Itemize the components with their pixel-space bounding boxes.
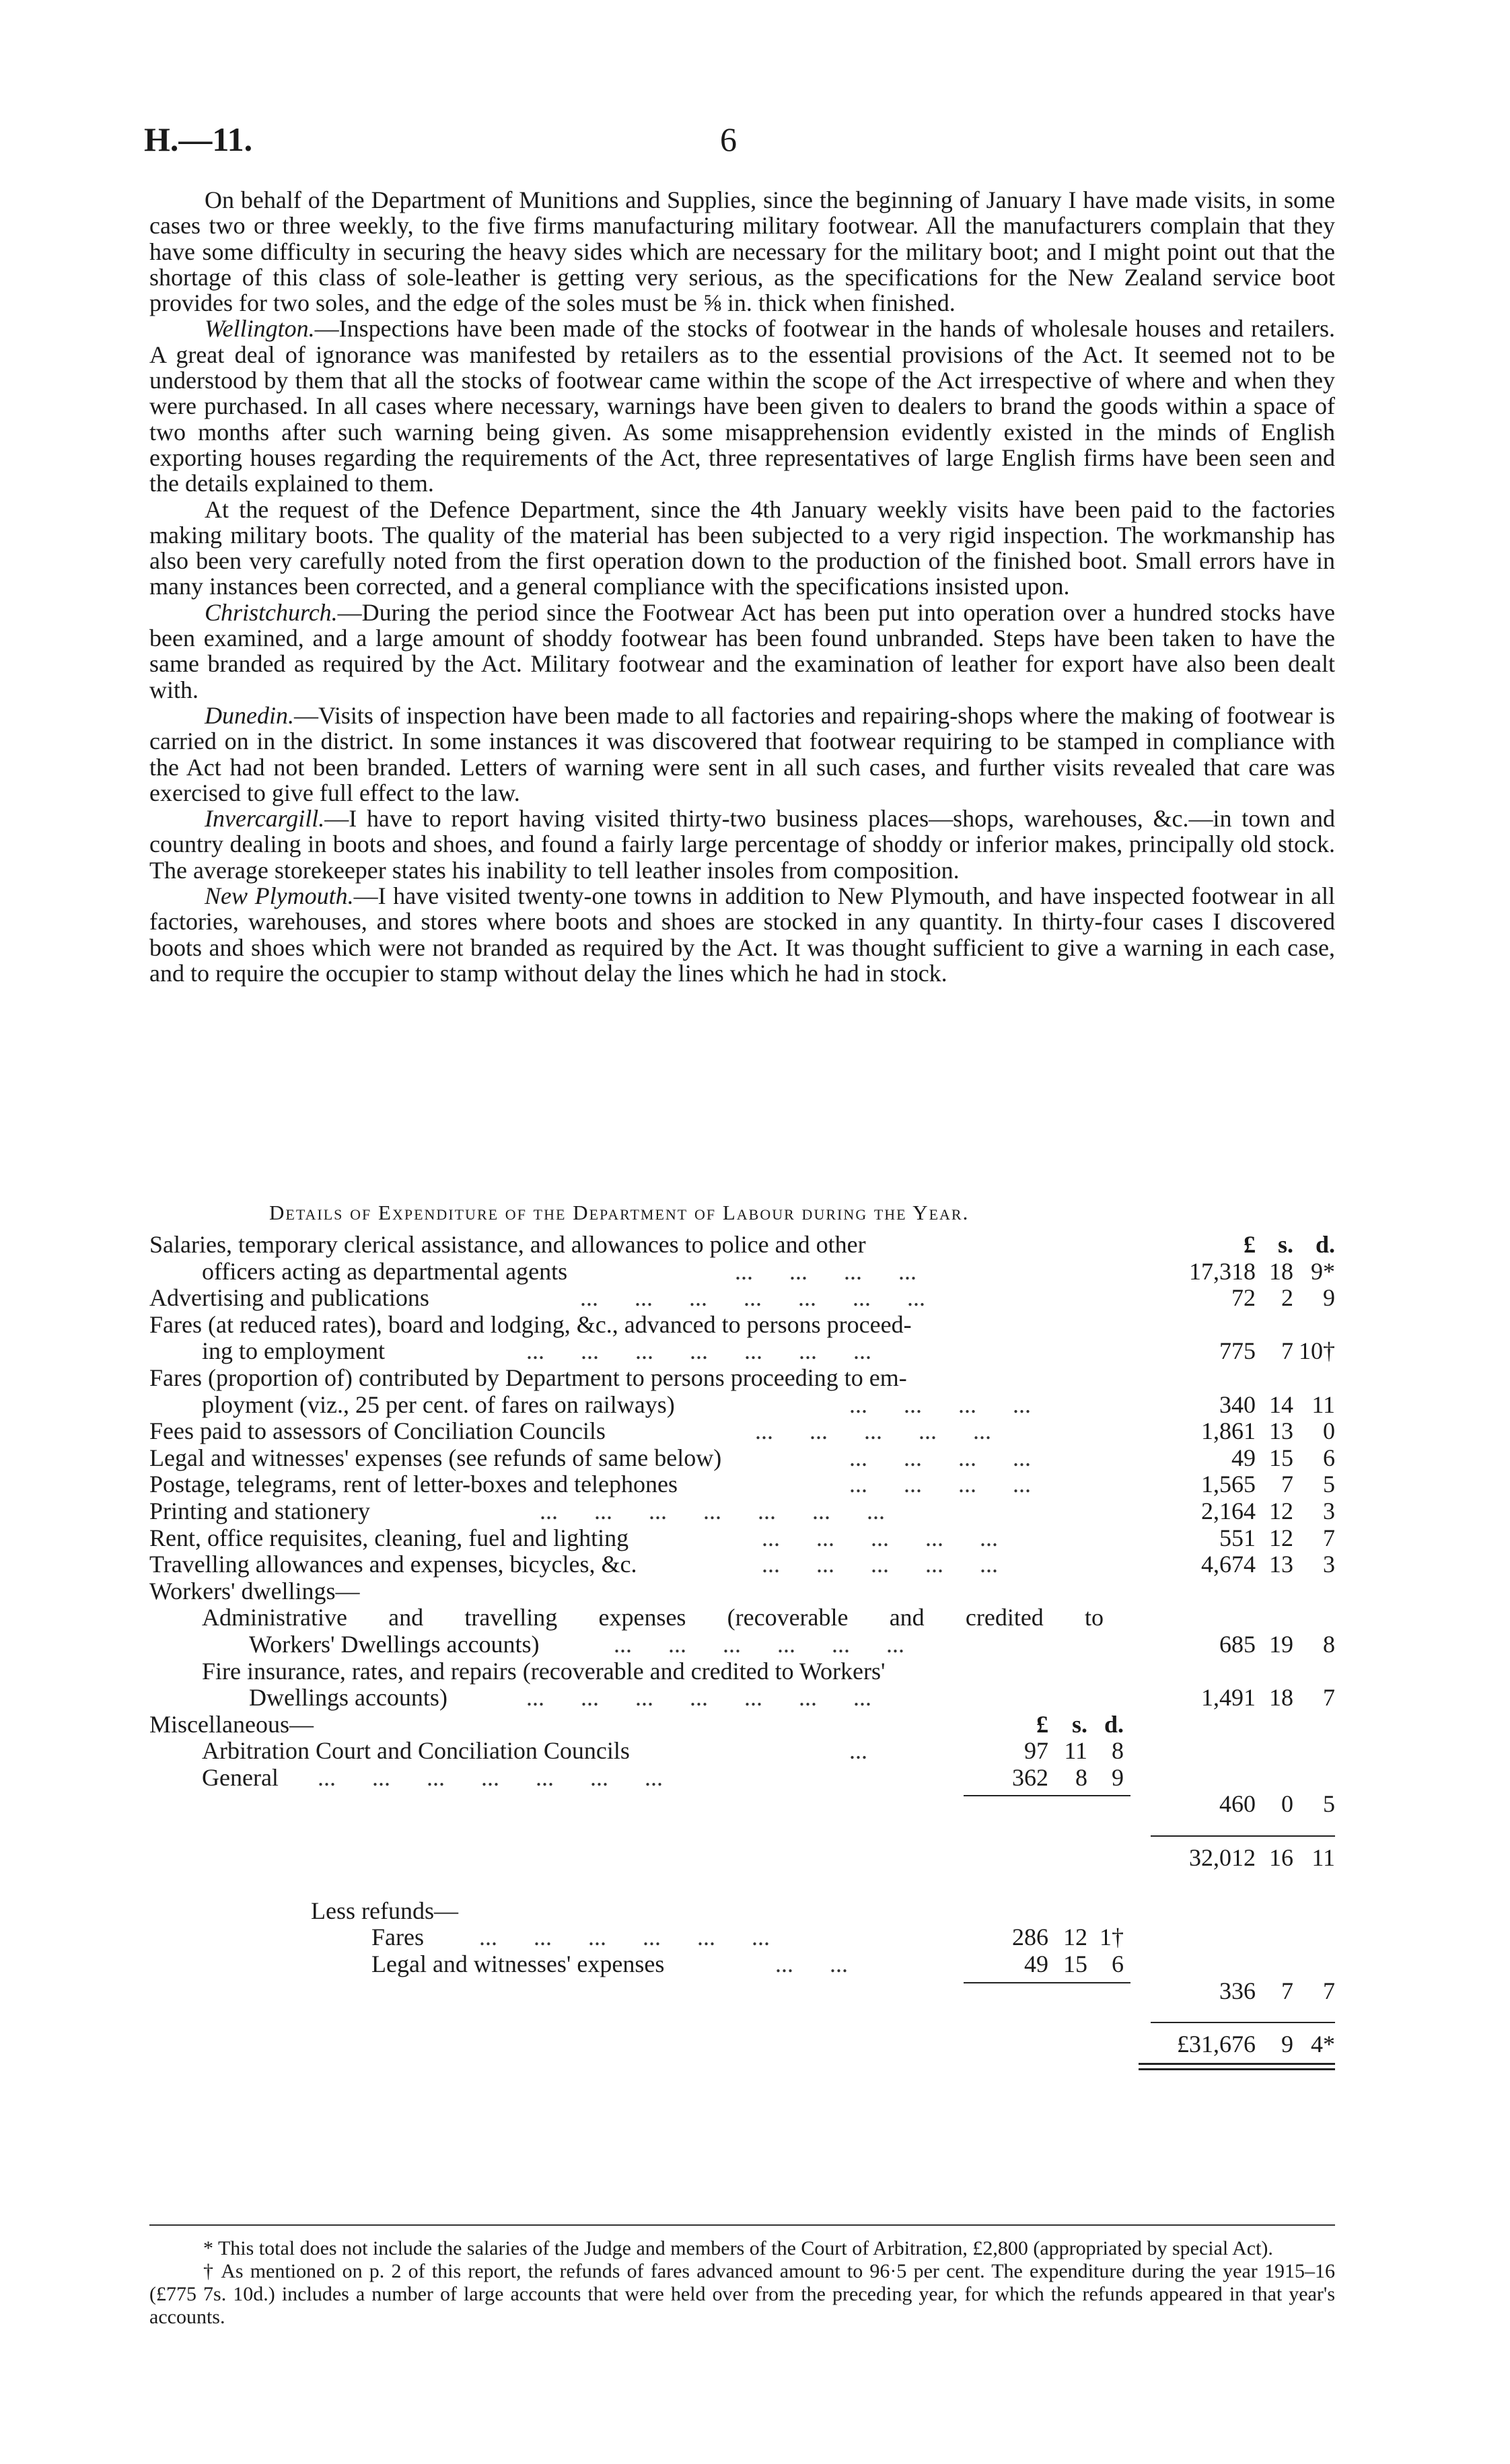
paragraph-text: —Inspections have been made of the stocks of footwear in the hands of wholesale houses and retailers. A great deal of ignorance was manifested by retailers as to the essential provisions of the Act. It seemed not to be understood by them that all the stocks of footwear came within the scope of the Act irrespective of where and when they were purchased. In all cases where necessary, warnings have been given to dealers to brand the goods within a space of two months after such warning being given. As some misapprehension evidently existed in the minds of English exporting houses regarding the requirements of the Act, three representatives of large English firms have been seen and the details explained to them. (149, 315, 1335, 497)
leader-dots: ... ... ... ... ... ... (614, 1630, 904, 1658)
amount-shillings: 15 (1269, 1444, 1293, 1471)
leader-dots: ... ... ... ... ... (762, 1524, 998, 1551)
table-row (149, 1845, 1335, 1872)
expenditure-table (149, 1232, 1335, 2084)
table-row (149, 1418, 1335, 1445)
row-label: Rent, office requisites, cleaning, fuel and lighting (149, 1524, 629, 1551)
paragraph-text: —I have to report having visited thirty-two business places—shops, warehouses, &c.—in town and country dealing in boots and shoes, and found a fairly large percentage of shoddy or inferior makes, principally old stock. The average storekeeper states his inability to tell leather insoles from composition. (149, 805, 1335, 884)
amount-shillings: 7 (1281, 1977, 1293, 2004)
table-row (149, 1631, 1335, 1658)
amount-pounds: 1,565 (1201, 1471, 1256, 1498)
amount-pounds: 72 (1231, 1284, 1256, 1312)
table-row (149, 1898, 1335, 1925)
amount-shillings: 0 (1281, 1790, 1293, 1818)
pence-header: d. (1315, 1231, 1335, 1258)
table-row (149, 1365, 1335, 1392)
amount-pounds: 17,318 (1189, 1257, 1256, 1285)
amount-shillings: 12 (1269, 1497, 1293, 1524)
row-label: ing to employment (202, 1337, 385, 1365)
amount-shillings: 13 (1269, 1551, 1293, 1578)
total-rule (1151, 2022, 1335, 2023)
table-row (149, 1978, 1335, 2005)
amount-pounds: 97 (1024, 1737, 1048, 1765)
amount-pence: 8 (1112, 1737, 1124, 1765)
amount-pence: 7 (1323, 1524, 1335, 1551)
row-label: Travelling allowances and expenses, bicycles, &c. (149, 1551, 637, 1578)
table-row (149, 1765, 1335, 1792)
leader-dots: ... ... ... ... ... ... ... (580, 1284, 925, 1312)
table-row (149, 1312, 1335, 1339)
amount-shillings: 11 (1064, 1737, 1087, 1765)
amount-pounds: 362 (1012, 1763, 1048, 1791)
table-row (149, 1285, 1335, 1312)
row-label: Printing and stationery (149, 1497, 370, 1524)
footnote: * This total does not include the salaries of the Judge and members of the Court of Arbitration, £2,800 (appropriated by special Act). (203, 2237, 1273, 2259)
paragraph (149, 883, 1335, 986)
amount-pounds: 685 (1219, 1630, 1256, 1658)
table-row (149, 1924, 1335, 1951)
amount-pence: 0 (1323, 1417, 1335, 1445)
amount-shillings: 12 (1063, 1924, 1087, 1951)
pence-header: d. (1104, 1710, 1124, 1738)
row-label: General (202, 1763, 279, 1791)
amount-shillings: 14 (1269, 1391, 1293, 1418)
row-label: Salaries, temporary clerical assistance, and allowances to police and other (149, 1231, 866, 1258)
page-number: 6 (720, 120, 737, 158)
footnote: † As mentioned on p. 2 of this report, the refunds of fares advanced amount to 96·5 per cent. The expenditure during the year 1915–16 (£775 7s. 10d.) includes a number of large accounts that were held over from the preceding year, for which the refunds appeared in that year's accounts. (149, 2260, 1335, 2328)
amount-pence: 3 (1323, 1497, 1335, 1524)
table-row (149, 1525, 1335, 1552)
amount-shillings: 19 (1269, 1630, 1293, 1658)
amount-pounds: 286 (1012, 1924, 1048, 1951)
leader-dots: ... ... ... ... ... ... ... (318, 1763, 663, 1791)
amount-pounds: 336 (1219, 1977, 1256, 2004)
leader-dots: ... ... ... ... (849, 1444, 1031, 1471)
paragraph-heading: New Plymouth. (205, 882, 354, 910)
row-label: Legal and witnesses' expenses (see refunds of same below) (149, 1444, 722, 1471)
table-row-spacer (149, 2004, 1335, 2031)
table-row (149, 1471, 1335, 1498)
amount-pence: 4* (1311, 2030, 1335, 2057)
table-row-spacer (149, 1871, 1335, 1898)
row-label: officers acting as departmental agents (202, 1257, 568, 1285)
paragraph (149, 600, 1335, 703)
table-row (149, 1551, 1335, 1578)
report-reference: H.—11. (144, 120, 253, 158)
table-row (149, 2031, 1335, 2058)
row-label: Advertising and publications (149, 1284, 429, 1312)
amount-pence: 3 (1323, 1551, 1335, 1578)
table-row (149, 1338, 1335, 1365)
table-row (149, 1232, 1335, 1259)
table-row-spacer (149, 1818, 1335, 1845)
amount-shillings: 18 (1269, 1684, 1293, 1712)
amount-pence: 6 (1112, 1950, 1124, 1978)
table-row (149, 1392, 1335, 1419)
leader-dots: ... ... ... ... ... (755, 1417, 991, 1445)
amount-pence: 1† (1100, 1924, 1124, 1951)
amount-pounds: 775 (1219, 1337, 1256, 1365)
amount-pounds: 32,012 (1189, 1843, 1256, 1871)
amount-pence: 11 (1311, 1843, 1335, 1871)
amount-pence: 9 (1323, 1284, 1335, 1312)
leader-dots: ... ... ... ... ... ... ... (526, 1337, 871, 1365)
table-row (149, 1259, 1335, 1286)
amount-shillings: 12 (1269, 1524, 1293, 1551)
amount-pence: 7 (1323, 1684, 1335, 1712)
body-text (149, 187, 1335, 986)
table-row (149, 1658, 1335, 1685)
amount-shillings: 7 (1281, 1337, 1293, 1365)
amount-shillings: 13 (1269, 1417, 1293, 1445)
amount-shillings: 9 (1281, 2030, 1293, 2057)
total-rule (1151, 1835, 1335, 1837)
pound-header: £ (1244, 1231, 1256, 1258)
paragraph (149, 703, 1335, 806)
paragraph (149, 316, 1335, 496)
amount-pounds: 2,164 (1201, 1497, 1256, 1524)
row-label: ployment (viz., 25 per cent. of fares on railways) (202, 1391, 675, 1418)
paragraph-text: —Visits of inspection have been made to all factories and repairing-shops where the making of footwear is carried on in the district. In some instances it was discovered that footwear requiring to be stamped in compliance with the Act had not been branded. Letters of warning were sent in all such cases, and further visits revealed that care was exercised to give full effect to the law. (149, 701, 1335, 806)
amount-pounds: 49 (1231, 1444, 1256, 1471)
row-label: Legal and witnesses' expenses (371, 1950, 665, 1978)
table-row (149, 1791, 1335, 1818)
table-row-spacer (149, 2057, 1335, 2084)
paragraph-heading: Invercargill. (205, 805, 325, 833)
subtotal-rule (964, 1982, 1130, 1983)
row-label: Fares (371, 1924, 424, 1951)
amount-shillings: 2 (1281, 1284, 1293, 1312)
row-label: Dwellings accounts) (249, 1684, 447, 1712)
table-row (149, 1712, 1335, 1738)
amount-pence: 11 (1311, 1391, 1335, 1418)
leader-dots: ... ... ... ... ... ... ... (526, 1684, 871, 1712)
amount-pence: 7 (1323, 1977, 1335, 2004)
amount-shillings: 8 (1075, 1763, 1087, 1791)
grand-total-double-rule (1139, 2063, 1335, 2070)
paragraph-heading: Wellington. (205, 315, 315, 343)
paragraph-text: —During the period since the Footwear Act has been put into operation over a hundred stocks have been examined, and a large amount of shoddy footwear has been found unbranded. Steps have been taken to have the same branded as required by the Act. Military footwear and the examination of leather for export have also been dealt with. (149, 598, 1335, 703)
paragraph (149, 187, 1335, 316)
leader-dots: ... ... (775, 1950, 848, 1978)
row-label: Fares (at reduced rates), board and lodging, &c., advanced to persons proceed- (149, 1310, 912, 1338)
row-label: Fares (proportion of) contributed by Department to persons proceeding to em- (149, 1364, 907, 1391)
row-label: Less refunds— (311, 1897, 458, 1924)
table-row (149, 1951, 1335, 1978)
amount-shillings: 16 (1269, 1843, 1293, 1871)
paragraph-heading: Dunedin. (205, 701, 294, 729)
amount-shillings: 18 (1269, 1257, 1293, 1285)
row-label: Miscellaneous— (149, 1710, 314, 1738)
table-title: Details of Expenditure of the Department of Labour during the Year. (269, 1201, 970, 1224)
table-row (149, 1445, 1335, 1472)
row-label: Arbitration Court and Conciliation Councils (202, 1737, 630, 1765)
amount-pounds: 4,674 (1201, 1551, 1256, 1578)
paragraph (149, 497, 1335, 600)
amount-pounds: 1,491 (1201, 1684, 1256, 1712)
leader-dots: ... ... ... ... ... ... ... (540, 1497, 885, 1524)
leader-dots: ... ... ... ... (849, 1391, 1031, 1418)
amount-pounds: 1,861 (1201, 1417, 1256, 1445)
paragraph-text: At the request of the Defence Department, since the 4th January weekly visits have been paid to the factories making military boots. The quality of the material has been subjected to a very rigid inspection. The workmanship has also been very carefully noted from the first operation down to the production of the finished boot. Small errors have in many instances been corrected, and a general compliance with the specifications insisted upon. (149, 495, 1335, 600)
leader-dots: ... ... ... ... (849, 1471, 1031, 1498)
row-label: Workers' Dwellings accounts) (249, 1630, 540, 1658)
table-row (149, 1498, 1335, 1525)
paragraph-text: —I have visited twenty-one towns in addition to New Plymouth, and have inspected footwear in all factories, warehouses, and stores where boots and shoes are stocked in any quantity. In thirty-four cases I discovered boots and shoes which were not branded as required by the Act. It was thought sufficient to give a warning in each case, and to require the occupier to stamp without delay the lines which he had in stock. (149, 882, 1335, 987)
subtotal-rule (964, 1795, 1130, 1796)
table-row (149, 1605, 1335, 1631)
amount-pence: 9 (1112, 1763, 1124, 1791)
amount-pence: 5 (1323, 1471, 1335, 1498)
amount-pounds: 460 (1219, 1790, 1256, 1818)
footnote-rule (149, 2224, 1335, 2226)
pound-header: £ (1036, 1710, 1048, 1738)
table-row (149, 1738, 1335, 1765)
row-label: Postage, telegrams, rent of letter-boxes and telephones (149, 1471, 678, 1498)
shilling-header: s. (1277, 1231, 1293, 1258)
paragraph-text: On behalf of the Department of Munitions and Supplies, since the beginning of January I have made visits, in some cases two or three weekly, to the five firms manufacturing military footwear. All the manufacturers complain that they have some difficulty in securing the heavy sides which are necessary for the military boot; and I might point out that the shortage of this class of sole-leather is getting very serious, as the specifications for the New Zealand service boot provides for two soles, and the edge of the soles must be ⅝ in. thick when finished. (149, 186, 1335, 317)
amount-pence: 8 (1323, 1630, 1335, 1658)
paragraph-heading: Christchurch. (205, 598, 338, 626)
row-label: Workers' dwellings— (149, 1577, 360, 1605)
leader-dots: ... ... ... ... (735, 1257, 916, 1285)
row-label: Fees paid to assessors of Conciliation Councils (149, 1417, 606, 1445)
amount-pounds: 340 (1219, 1391, 1256, 1418)
amount-pence: 6 (1323, 1444, 1335, 1471)
amount-pounds: 49 (1024, 1950, 1048, 1978)
amount-shillings: 7 (1281, 1471, 1293, 1498)
row-label: Fire insurance, rates, and repairs (recoverable and credited to Workers' (202, 1657, 886, 1685)
footnotes (149, 2237, 1335, 2329)
leader-dots: ... ... ... ... ... (762, 1551, 998, 1578)
amount-shillings: 15 (1063, 1950, 1087, 1978)
amount-pence: 10† (1299, 1337, 1335, 1365)
leader-dots: ... ... ... ... ... ... (479, 1924, 770, 1951)
row-label: Administrative and travelling expenses (recoverable and credited to (202, 1604, 1104, 1631)
table-row (149, 1685, 1335, 1712)
amount-pence: 9* (1311, 1257, 1335, 1285)
amount-pence: 5 (1323, 1790, 1335, 1818)
paragraph (149, 806, 1335, 883)
shilling-header: s. (1071, 1710, 1087, 1738)
amount-pounds: £31,676 (1177, 2030, 1256, 2057)
table-row (149, 1578, 1335, 1605)
amount-pounds: 551 (1219, 1524, 1256, 1551)
leader-dots: ... (849, 1737, 867, 1765)
